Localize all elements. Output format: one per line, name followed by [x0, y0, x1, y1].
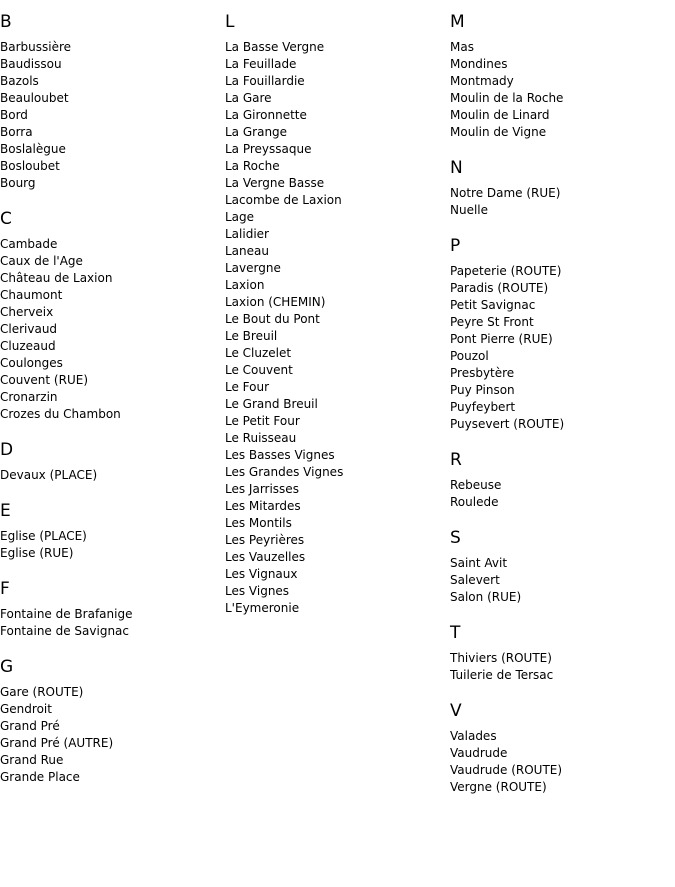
- street-name: Grande Place: [0, 770, 80, 784]
- street-name: Les Jarrisses: [225, 482, 299, 496]
- street-name: Le Bout du Pont: [225, 312, 320, 326]
- street-name: Le Cluzelet: [225, 346, 292, 360]
- street-name: Nuelle: [450, 203, 489, 217]
- letter-section: [450, 700, 675, 796]
- section-letter-heading: E: [0, 501, 11, 521]
- street-name: Montmady: [450, 74, 514, 88]
- street-name: Cronarzin: [0, 390, 58, 404]
- street-name: Thiviers (ROUTE): [450, 651, 552, 665]
- street-name: Château de Laxion: [0, 271, 113, 285]
- letter-section: [0, 656, 225, 786]
- street-name: La Fouillardie: [225, 74, 305, 88]
- street-name: Vaudrude: [450, 746, 508, 760]
- section-letter-heading: R: [450, 450, 462, 470]
- street-name: La Grange: [225, 125, 288, 139]
- street-list: [0, 236, 225, 423]
- street-list: [450, 650, 675, 684]
- street-name: La Feuillade: [225, 57, 297, 71]
- street-name: Le Breuil: [225, 329, 278, 343]
- street-name: Gare (ROUTE): [0, 685, 84, 699]
- section-letter-heading: G: [0, 657, 14, 677]
- street-name: Gendroit: [0, 702, 52, 716]
- street-index-column-2: [225, 0, 450, 617]
- street-name: Mondines: [450, 57, 508, 71]
- street-name: Eglise (PLACE): [0, 529, 87, 543]
- street-name: Salon (RUE): [450, 590, 522, 604]
- street-name: Lacombe de Laxion: [225, 193, 342, 207]
- street-name: Le Ruisseau: [225, 431, 297, 445]
- street-name: Paradis (ROUTE): [450, 281, 549, 295]
- street-list: [0, 528, 225, 562]
- street-name: Caux de l'Age: [0, 254, 83, 268]
- street-name: Borra: [0, 125, 33, 139]
- street-name: Valades: [450, 729, 497, 743]
- street-name: Barbussière: [0, 40, 72, 54]
- street-name: Laxion: [225, 278, 265, 292]
- section-letter-heading: M: [450, 12, 465, 32]
- street-name: L'Eymeronie: [225, 601, 300, 615]
- street-name: Puy Pinson: [450, 383, 515, 397]
- street-name: Fontaine de Savignac: [0, 624, 130, 638]
- street-name: Bourg: [0, 176, 36, 190]
- street-name: Puysevert (ROUTE): [450, 417, 565, 431]
- street-name: Lage: [225, 210, 255, 224]
- street-name: Pouzol: [450, 349, 489, 363]
- street-name: Le Couvent: [225, 363, 293, 377]
- street-list: [450, 185, 675, 219]
- street-name: La Vergne Basse: [225, 176, 325, 190]
- section-letter-heading: S: [450, 528, 461, 548]
- section-letter-heading: T: [450, 623, 461, 643]
- street-index-column-3: [450, 0, 675, 796]
- street-name: Devaux (PLACE): [0, 468, 98, 482]
- street-name: Crozes du Chambon: [0, 407, 121, 421]
- street-name: Les Vignes: [225, 584, 290, 598]
- street-name: Les Vignaux: [225, 567, 298, 581]
- letter-section: [450, 527, 675, 606]
- letter-section: [0, 500, 225, 562]
- street-name: La Basse Vergne: [225, 40, 325, 54]
- street-name: Bord: [0, 108, 28, 122]
- street-name: La Gironnette: [225, 108, 307, 122]
- street-name: Les Basses Vignes: [225, 448, 335, 462]
- street-name: Presbytère: [450, 366, 515, 380]
- street-name: Beauloubet: [0, 91, 69, 105]
- street-list: [450, 263, 675, 433]
- street-name: Moulin de Vigne: [450, 125, 547, 139]
- street-name: Puyfeybert: [450, 400, 516, 414]
- street-name: Lavergne: [225, 261, 281, 275]
- section-letter-heading: D: [0, 440, 14, 460]
- street-name: Laxion (CHEMIN): [225, 295, 326, 309]
- street-name: La Preyssaque: [225, 142, 312, 156]
- street-name: Peyre St Front: [450, 315, 534, 329]
- street-list: [450, 477, 675, 511]
- street-name: Moulin de Linard: [450, 108, 550, 122]
- street-name: Eglise (RUE): [0, 546, 74, 560]
- street-name: Cambade: [0, 237, 58, 251]
- street-name: Pont Pierre (RUE): [450, 332, 553, 346]
- letter-section: [0, 578, 225, 640]
- street-list: [0, 606, 225, 640]
- street-name: Papeterie (ROUTE): [450, 264, 562, 278]
- street-index-column-1: [0, 0, 225, 786]
- letter-section: [0, 208, 225, 423]
- street-list: [0, 684, 225, 786]
- street-name: Couvent (RUE): [0, 373, 89, 387]
- section-letter-heading: F: [0, 579, 10, 599]
- letter-section: [450, 11, 675, 141]
- street-name: Grand Rue: [0, 753, 64, 767]
- street-list: [0, 39, 225, 192]
- street-name: Mas: [450, 40, 474, 54]
- street-name: Vergne (ROUTE): [450, 780, 547, 794]
- section-letter-heading: P: [450, 236, 461, 256]
- street-name: La Roche: [225, 159, 280, 173]
- street-list: [450, 39, 675, 141]
- street-name: Grand Pré (AUTRE): [0, 736, 114, 750]
- street-name: Saint Avit: [450, 556, 508, 570]
- street-name: Les Peyrières: [225, 533, 305, 547]
- street-name: Coulonges: [0, 356, 63, 370]
- street-name: Laneau: [225, 244, 269, 258]
- street-name: Cherveix: [0, 305, 54, 319]
- letter-section: [450, 449, 675, 511]
- letter-section: [450, 157, 675, 219]
- street-name: Baudissou: [0, 57, 62, 71]
- section-letter-heading: V: [450, 701, 462, 721]
- street-name: Les Montils: [225, 516, 292, 530]
- section-letter-heading: B: [0, 12, 12, 32]
- section-letter-heading: N: [450, 158, 463, 178]
- letter-section: [450, 235, 675, 433]
- letter-section: [0, 439, 225, 484]
- street-name: Les Mitardes: [225, 499, 301, 513]
- street-name: Petit Savignac: [450, 298, 536, 312]
- street-name: Grand Pré: [0, 719, 60, 733]
- street-name: Chaumont: [0, 288, 63, 302]
- street-name: La Gare: [225, 91, 272, 105]
- street-name: Clerivaud: [0, 322, 58, 336]
- street-list: [450, 728, 675, 796]
- letter-section: [450, 622, 675, 684]
- street-name: Moulin de la Roche: [450, 91, 564, 105]
- letter-section: [225, 11, 450, 617]
- section-letter-heading: C: [0, 209, 12, 229]
- street-name: Les Vauzelles: [225, 550, 306, 564]
- street-name: Fontaine de Brafanige: [0, 607, 133, 621]
- street-list: [450, 555, 675, 606]
- street-name: Roulede: [450, 495, 499, 509]
- section-letter-heading: L: [225, 12, 235, 32]
- street-name: Notre Dame (RUE): [450, 186, 561, 200]
- street-name: Tuilerie de Tersac: [450, 668, 554, 682]
- street-name: Rebeuse: [450, 478, 502, 492]
- street-name: Vaudrude (ROUTE): [450, 763, 563, 777]
- street-name: Le Four: [225, 380, 270, 394]
- street-name: Salevert: [450, 573, 500, 587]
- street-list: [0, 467, 225, 484]
- street-name: Boslalègue: [0, 142, 66, 156]
- street-name: Le Grand Breuil: [225, 397, 318, 411]
- street-name: Bosloubet: [0, 159, 60, 173]
- street-name: Bazols: [0, 74, 39, 88]
- street-name: Les Grandes Vignes: [225, 465, 344, 479]
- letter-section: [0, 11, 225, 192]
- street-name: Cluzeaud: [0, 339, 56, 353]
- street-name: Lalidier: [225, 227, 269, 241]
- street-name: Le Petit Four: [225, 414, 300, 428]
- street-list: [225, 39, 450, 617]
